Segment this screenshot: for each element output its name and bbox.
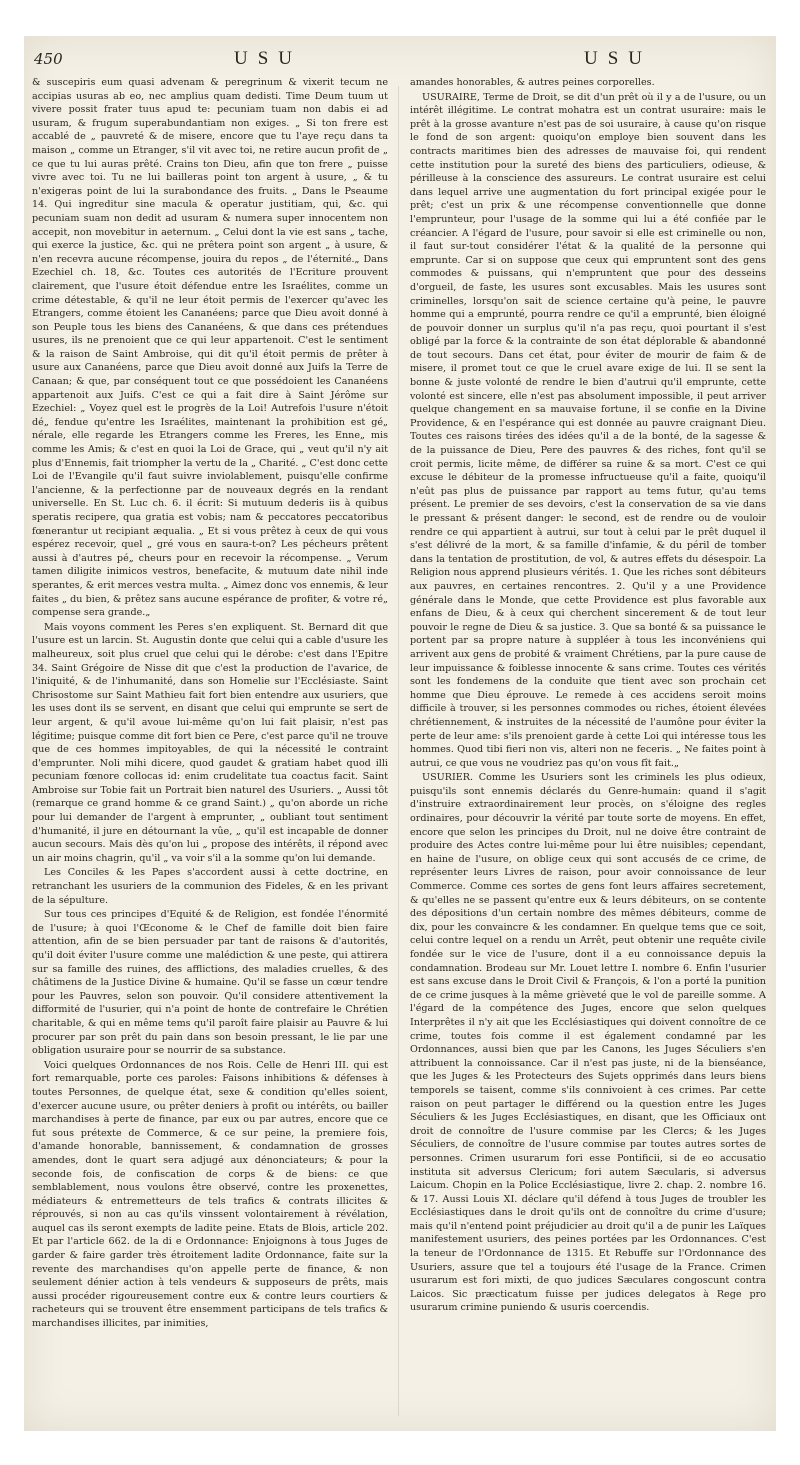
- left-column: [32, 76, 388, 1421]
- right-column: [410, 76, 766, 1421]
- left-paragraph: Les Conciles & les Papes s'accordent aussi à cette doctrine, en retranchant les usuriers de la communion des Fideles, & en les privant de la sépulture.: [32, 867, 388, 906]
- right-paragraph: amandes honorables, & autres peines corporelles.: [410, 77, 655, 88]
- running-head-right: USU: [584, 48, 653, 69]
- entry-usurier: USURIER. Comme les Usuriers sont les criminels les plus odieux, puisqu'ils sont ennemis déclarés du Genre-humain: quand il s'agit d'instruire extraordinairement leur procès, on s'éloigne des regles ordinaires, pour découvrir la vérité par toute sorte de moyens. En effet, encore que selon les principes du Droit, nul ne doive être contraint de produire des Actes contre lui-même pour lui être nuisibles; cependant, en haine de l'usure, on oblige ceux qui sont accusés de ce crime, de représenter leurs Livres de raison, pour avoir connoissance de leur Commerce. Comme ces sortes de gens font leurs affaires secretement, & qu'elles ne se passent qu'entre eux & leurs débiteurs, on se contente des dépositions d'un certain nombre des mêmes débiteurs, comme de dix, pour les convaincre & les condamner. En quelque tems que ce soit, celui contre lequel on a rendu un Arrêt, peut obtenir une requête civile fondée sur le vice de l'usure, dont il a eu connoissance depuis la condamnation. Brodeau sur Mr. Louet lettre I. nombre 6. Enfin l'usurier est sans excuse dans le Droit Civil & François, & l'on a porté la punition de ce crime jusques à la même grièveté que le vol de pareille somme. A l'égard de la compétence des Juges, encore que selon quelques Interprêtes il n'y ait que les Ecclésiastiques qui doivent connoître de ce crime, toutes fois comme il est également condamné par les Ordonnances, aussi bien que par les Canons, les Juges Séculiers s'en attribuent la connoissance. Car il n'est pas juste, ni de la bienséance, que les Juges & les Protecteurs des Sujets opprimés dans leurs biens temporels se taisent, comme s'ils connivoient à ces crimes. Par cette raison on peut partager le différend ou la question entre les Juges Séculiers & les Juges Ecclésiastiques, en disant, que les Officiaux ont droit de connoître de l'usure commise par les Clercs; & les Juges Séculiers, de connoître de l'usure commise par toutes autres sortes de personnes. Crimen usurarum fori esse Pontificii, si de eo accusatio instituta sit adversus Clericum; fori autem Sæcularis, si adversus Laicum. Chopin en la Police Ecclésiastique, livre 2. chap. 2. nombre 16. & 17. Aussi Louis XI. déclare qu'il défend à tous Juges de troubler les Ecclésiastiques dans le droit qu'ils ont de connoître du crime d'usure; mais qu'il n'entend point préjudicier au droit qu'il a de punir les Laïques manifestement usuriers, des peines portées par les Ordonnances. C'est la teneur de l'Ordonnance de 1315. Et Rebuffe sur l'Ordonnance des Usuriers, assure que tel a toujours été l'usage de la France. Crimen usurarum est fori mixti, de quo judices Sæculares congoscunt contra Laicos. Sic præcticatum fuisse per judices delegatos à Rege pro usurarum crimine puniendo & usuris coercendis.: [410, 772, 766, 1314]
- running-head-left: USU: [234, 48, 303, 69]
- left-paragraph: Voici quelques Ordonnances de nos Rois. Celle de Henri III. qui est fort remarquable, porte ces paroles: Faisons inhibitions & défenses à toutes Personnes, de quelque état, sexe & condition qu'elles soient, d'exercer aucune usure, ou prêter deniers à profit ou intérêts, ou bailler marchandises à perte de finance, par eux ou par autres, encore que ce fut sous prétexte de Commerce, & ce sur peine, la premiere fois, d'amande honorable, bannissement, & condamnation de grosses amendes, dont le quart sera adjugé aux dénonciateurs; & pour la seconde fois, de confiscation de corps & de biens: ce que semblablement, nous voulons être observé, contre les proxenettes, médiateurs & entremetteurs de tels trafics & contrats illicites & réprouvés, si non au cas qu'ils vinssent volontairement à révélation, auquel cas ils seront exempts de ladite peine. Etats de Blois, article 202. Et par l'article 662. de la di e Ordonnance: Enjoignons à tous Juges de garder & faire garder très étroitement ladite Ordonnance, faite sur la revente des marchandises qu'on appelle perte de finance, & non seulement dénier action à tels vendeurs & supposeurs de prêts, mais aussi procéder rigoureusement contre eux & contre leurs courtiers & racheteurs qui se trouvent être ensemment participans de tels trafics & marchandises illicites, par inimities,: [32, 1059, 388, 1330]
- column-divider: [398, 86, 399, 1416]
- page-number: 450: [34, 50, 63, 68]
- left-paragraph: & suscepiris eum quasi advenam & peregrinum & vixerit tecum ne accipias usuras ab eo, nec amplius quam dedisti. Time Deum tuum ut vivere possit frater tuus apud te: pecuniam tuam non dabis ei ad usuram, & frugum superabundantiam non exiges. „ Si ton frere est accablé de „ pauvreté & de misere, encore que tu l'aye reçu dans ta maison „ comme un Etranger, s'il vit avec toi, ne retire aucun profit de „ ce que tu lui auras prêté. Crains ton Dieu, afin que ton frere „ puisse vivre avec toi. Tu ne lui bailleras point ton argent à usure, „ & tu n'exigeras point de lui la surabondance des fruits. „ Dans le Pseaume 14. Qui ingreditur sine macula & operatur justitiam, qui, &c. qui pecuniam suam non dedit ad usuram & numera super innocentem non accepit, non movebitur in aeternum. „ Celui dont la vie est sans „ tache, qui exerce la justice, &c. qui ne prêtera point son argent „ à usure, & n'en recevra aucune récompense, jouira du repos „ de l'éternité.„ Dans Ezechiel ch. 18, &c. Toutes ces autorités de l'Ecriture prouvent clairement, que l'usure étoit défendue entre les Israélites, comme un crime détestable, & qu'il ne leur étoit permis de l'exercer qu'avec les Etrangers, comme étoient les Cananéens; parce que Dieu avoit donné à son Peuple tous les biens des Cananéens, & que dans ces prétendues usures, ils ne prenoient que ce qui leur appartenoit. C'est le sentiment & la raison de Saint Ambroise, qui dit qu'il étoit permis de prêter à usure aux Cananéens, parce que Dieu avoit donné aux Juifs la Terre de Canaan; & que, par conséquent tout ce que possédoient les Cananéens appartenoit aux Juifs. C'est ce qui a fait dire à Saint Jérôme sur Ezechiel: „ Voyez quel est le progrès de la Loi! Autrefois l'usure n'étoit dé„ fendue qu'entre les Israélites, maintenant la prohibition est gé„ nérale, elle regarde les Etrangers comme les Freres, les Enne„ mis comme les Amis; & c'est en quoi la Loi de Grace, qui „ veut qu'il n'y ait plus d'Ennemis, fait triompher la vertu de la „ Charité. „ C'est donc cette Loi de l'Evangile qu'il faut suivre inviolablement, puisqu'elle confirme l'ancienne, & la perfectionne par de nouveaux degrés en la rendant universelle. En St. Luc ch. 6. il écrit: Si mutuum dederis iis à quibus speratis recipere, qua gratia est vobis; nam & peccatores peccatoribus fœnerantur ut recipiant æqualia. „ Et si vous prêtez à ceux de qui vous espérez recevoir, quel „ gré vous en saura-t-on? Les pécheurs prêtent aussi à d'autres pé„ cheurs pour en recevoir la récompense. „ Verum tamen diligite inimicos vestros, benefacite, & mutuum date nihil inde sperantes, & erit merces vestra multa. „ Aimez donc vos ennemis, & leur faites „ du bien, & prêtez sans aucune espérance de profiter, & votre ré„ compense sera grande.„: [32, 77, 388, 619]
- left-paragraph: Mais voyons comment les Peres s'en expliquent. St. Bernard dit que l'usure est un larcin. St. Augustin donte que celui qui a cable d'usure les malheureux, soit plus cruel que celui qui le dérobe: c'est dans l'Epitre 34. Saint Grégoire de Nisse dit que c'est la production de l'avarice, de l'iniquité, & de l'inhumanité, dans son Homelie sur l'Ecclésiaste. Saint Chrisostome sur Saint Mathieu fait fort bien entendre aux usuriers, que les uses dont ils se servent, en disant que celui qui emprunte se sert de leur argent, & qu'il avoue lui-même qu'on lui fait plaisir, n'est pas légitime; puisque comme dit fort bien ce Pere, c'est parce qu'il ne trouve que de ces hommes impitoyables, de qui la nécessité le contraint d'emprunter. Noli mihi dicere, quod gaudet & gratiam habet quod illi pecuniam fœnore collocas id: enim crudelitate tua coactus facit. Saint Ambroise sur Tobie fait un Portrait bien naturel des Usuriers. „ Aussi tôt (remarque ce grand homme & ce grand Saint.) „ qu'on aborde un riche pour lui demander de l'argent à emprunter, „ oubliant tout sentiment d'humanité, il jure en détournant la vûe, „ qu'il est incapable de donner aucun secours. Mais dès qu'on lui „ propose des intérêts, il répond avec un air moins chagrin, qu'il „ va voir s'il a la somme qu'on lui demande.: [32, 621, 388, 864]
- page-header: [24, 36, 776, 76]
- paper-sheet: [24, 36, 776, 1431]
- left-paragraph: Sur tous ces principes d'Equité & de Religion, est fondée l'énormité de l'usure; à quoi l'Œconome & le Chef de famille doit bien faire attention, afin de se bien persuader par tant de raisons & d'autorités, qu'il doit éviter l'usure comme une malédiction & une peste, qui attirera sur sa famille des ruines, des afflictions, des maladies cruelles, & des châtimens de la Justice Divine & humaine. Qu'il se fasse un cœur tendre pour les Pauvres, selon son pouvoir. Qu'il considere attentivement la difformité de l'usurier, qui n'a point de honte de contrefaire le Chrétien charitable, & qui en même tems qu'il paroît faire plaisir au Pauvre & lui procurer par son prêt du pain dans son besoin pressant, le lie par une obligation usuraire pour se nourrir de sa substance.: [32, 909, 388, 1057]
- entry-usuraire: USURAIRE, Terme de Droit, se dit d'un prêt où il y a de l'usure, ou un intérêt illégitime. Le contrat mohatra est un contrat usuraire: mais le prêt à la grosse avanture n'est pas de soi usuraire, à cause qu'on risque le fond de son argent: quoiqu'on employe bien souvent dans les contracts maritimes bien des adresses de mauvaise foi, qui rendent cette institution pour la sureté des biens des particuliers, odieuse, & périlleuse à la conscience des assureurs. Le contrat usuraire est celui dans lequel arrive une augmentation du fort principal exigée pour le prêt; c'est un prix & une récompense conventionnelle que donne l'emprunteur, pour l'usage de la somme qui lui a été confiée par le créancier. A l'égard de l'usure, pour savoir si elle est criminelle ou non, il faut sur-tout considérer l'état & la qualité de la personne qui emprunte. Car si on suppose que ceux qui empruntent sont des gens commodes & puissans, qui n'empruntent que pour des desseins d'orgueil, de faste, les usures sont excusables. Mais les usures sont criminelles, lorsqu'on sait de science certaine qu'à peine, le pauvre homme qui a emprunté, pourra rendre ce qu'il a emprunté, bien éloigné de pouvoir donner un surplus qu'il n'a pas reçu, quoi pourtant il s'est obligé par la force & la contrainte de son état déplorable & abandonné de tout secours. Dans cet état, pour éviter de mourir de faim & de misere, il promet tout ce que le cruel avare exige de lui. Il se sent la bonne & juste volonté de rendre le bien d'autrui qu'il emprunte, cette volonté est sincere, elle n'est pas absolument impossible, il peut arriver quelque changement en sa mauvaise fortune, il se confie en la Divine Providence, & en l'espérance qui est donnée au pauvre craignant Dieu. Toutes ces raisons tirées des idées qu'il a de la bonté, de la sagesse & de la puissance de Dieu, Pere des pauvres & des riches, font qu'il se croit permis, licite même, de différer sa ruine & sa mort. C'est ce qui excuse le débiteur de la promesse infructueuse qu'il a faite, quoiqu'il n'eût pas plus de puissance par rapport au tems futur, qu'au tems présent. Le premier de ses devoirs, c'est la conservation de sa vie dans le pressant & présent danger: le second, est de rendre ou de vouloir rendre ce qui appartient à autrui, sur tout à celui par le prêt duquel il s'est délivré de la mort, & sa famille d'infamie, & du péril de tomber dans la tentation de prostitution, de vol, & autres effets du désespoir. La Religion nous apprend plusieurs vérités. 1. Que les riches sont débiteurs aux pauvres, en certaines rencontres. 2. Qu'il y a une Providence générale dans le Monde, que cette Providence est plus favorable aux enfans de Dieu, & à ceux qui cherchent sincerement & de tout leur pouvoir le regne de Dieu & sa justice. 3. Que sa bonté & sa puissance le portent par sa propre nature à suppléer à tous les inconvéniens qui arrivent aux gens de probité & vraiment Chrétiens, par la pure cause de leur impuissance & foiblesse innocente & sans crime. Toutes ces vérités sont les fondemens de la conduite que tient avec son prochain cet homme que Dieu éprouve. Le remede à ces accidens seroit moins difficile à trouver, si les personnes commodes ou riches, étoient élevées chrétiennement, & instruites de la nécessité de l'aumône pour éviter la perte de leur ame: s'ils prenoient garde à cette Loi qui intéresse tous les hommes. Quod tibi fieri non vis, alteri non ne feceris. „ Ne faites point à autrui, ce que vous ne voudriez pas qu'on vous fît fait.„: [410, 91, 766, 769]
